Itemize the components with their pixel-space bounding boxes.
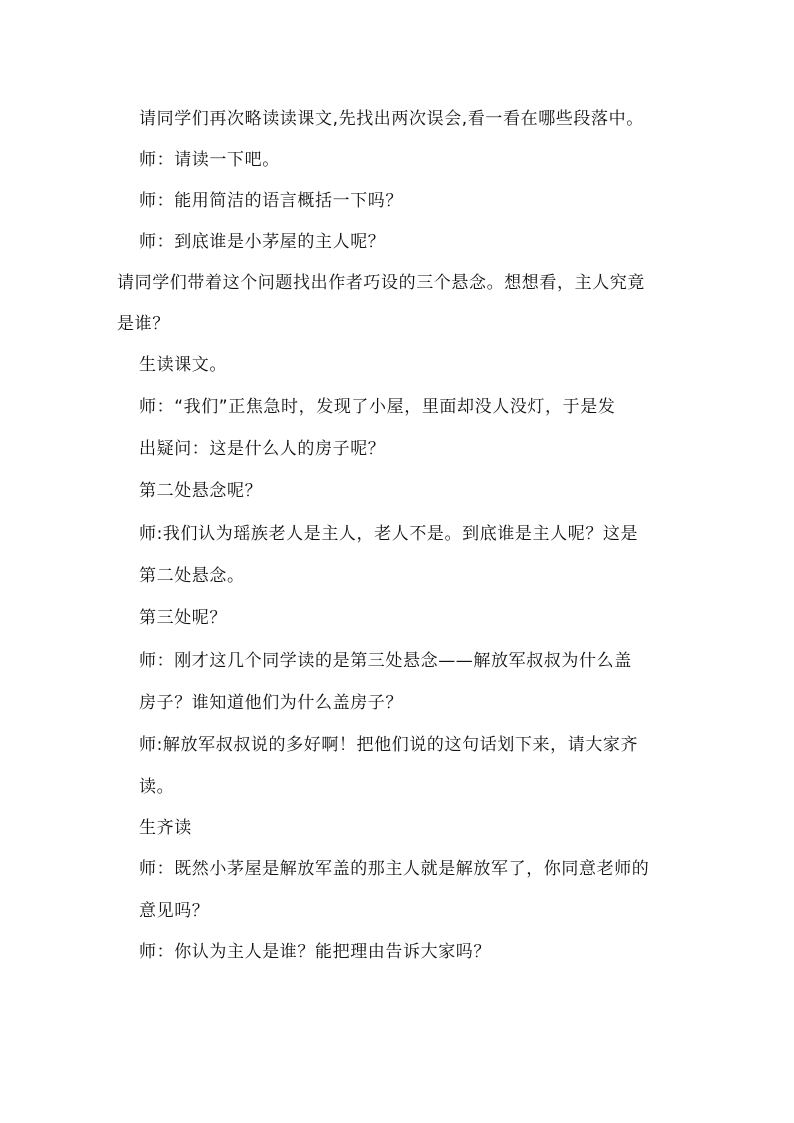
paragraph-line: 生读课文。 <box>139 355 227 375</box>
paragraph-line: 师：请读一下吧。 <box>139 150 280 170</box>
paragraph-line: 第二处悬念。 <box>139 566 245 586</box>
paragraph-line: 师：“我们”正焦急时，发现了小屋，里面却没人没灯，于是发 <box>139 397 616 417</box>
paragraph-line: 师：能用简洁的语言概括一下吗？ <box>139 191 403 211</box>
paragraph-line: 师：你认为主人是谁？能把理由告诉大家吗？ <box>139 942 491 962</box>
paragraph-line: 请同学们再次略读读课文,先找出两次误会,看一看在哪些段落中。 <box>139 109 644 129</box>
paragraph-line: 师：既然小茅屋是解放军盖的那主人就是解放军了，你同意老师的 <box>139 859 650 879</box>
paragraph-line: 生齐读 <box>139 818 192 838</box>
paragraph-line: 是谁？ <box>117 314 170 334</box>
paragraph-line: 师:解放军叔叔说的多好啊！把他们说的这句话划下来，请大家齐 <box>139 735 639 755</box>
paragraph-line: 房子？谁知道他们为什么盖房子？ <box>139 693 403 713</box>
paragraph-line: 读。 <box>139 777 175 797</box>
paragraph-line: 第二处悬念呢？ <box>139 481 263 501</box>
paragraph-line: 第三处呢？ <box>139 608 227 628</box>
paragraph-line: 意见吗？ <box>139 901 210 921</box>
paragraph-line: 出疑问：这是什么人的房子呢？ <box>139 439 386 459</box>
paragraph-line: 师:我们认为瑶族老人是主人，老人不是。到底谁是主人呢？这是 <box>139 524 639 544</box>
paragraph-line: 请同学们带着这个问题找出作者巧设的三个悬念。想想看，主人究竟 <box>117 273 645 293</box>
paragraph-line: 师：刚才这几个同学读的是第三处悬念——解放军叔叔为什么盖 <box>139 651 632 671</box>
paragraph-line: 师：到底谁是小茅屋的主人呢？ <box>139 232 386 252</box>
